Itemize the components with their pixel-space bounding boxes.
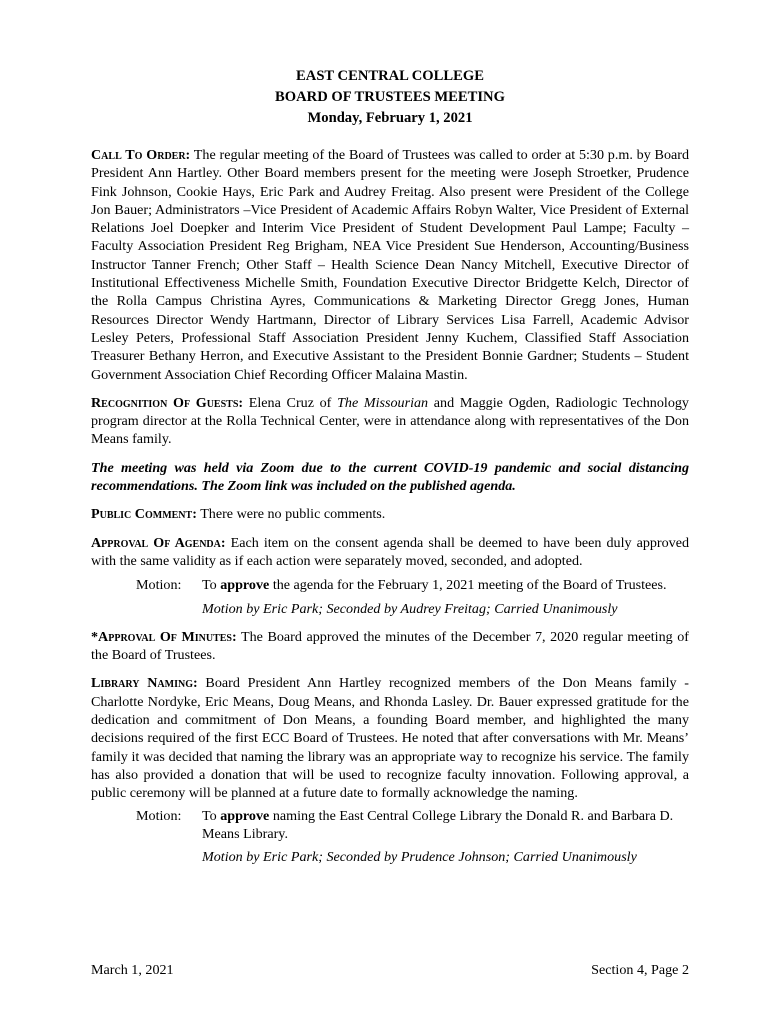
approval-agenda-text: Each item on the consent agenda shall be deemed to have been duly approved with the same validity as if each action were separately moved, seconded, and adopted.: [91, 534, 690, 569]
library-motion-verb: approve: [220, 807, 270, 824]
meeting-date: Monday, February 1, 2021: [307, 110, 473, 126]
public-comment-text: There were no public comments.: [200, 506, 386, 523]
footer-date: March 1, 2021: [91, 962, 174, 978]
agenda-motion-label: Motion:: [136, 577, 182, 594]
agenda-motion-verb: approve: [220, 577, 270, 594]
recognition-text-after: and Maggie Ogden, Radiologic Technology program director at the Rolla Technical Center, were in attendance along with representatives of the Don Means family.: [91, 394, 689, 448]
library-naming-text: Board President Ann Hartley recognized members of the Don Means family - Charlotte Nordyke, Eric Means, Doug Means, and Rhonda Lasley. Dr. Bauer expressed gratitude for the dedication and commitment of Don Means, a founding Board member, and highlighted the many decisions required of the first ECC Board of Trustees. He noted that after conversations with Mr. Means’ family it was decided that naming the library was an appropriate way to recognize his service. The family has also provided a donation that will be used to recognize faculty innovation. Following approval, a public ceremony will be planned at a future date to formally acknowledge the naming.: [91, 675, 689, 802]
agenda-motion-prefix: To: [202, 577, 217, 594]
library-motion-text: [202, 807, 689, 844]
agenda-motion-rest: the agenda for the February 1, 2021 meeting of the Board of Trustees.: [272, 577, 667, 594]
call-to-order-text: The regular meeting of the Board of Trustees was called to order at 5:30 p.m. by Board President Ann Hartley. Other Board members present for the meeting were Joseph Stroetker, Prudence Fink Johnson, Cookie Hays, Eric Park and Audrey Freitag. Also present were President of the College Jon Bauer; Administrators –Vice President of Academic Affairs Robyn Walter, Vice President of External Relations Joel Doepker and Interim Vice President of Student Development Paul Lampe; Faculty – Faculty Association President Reg Brigham, NEA Vice President Sue Henderson, Accounting/Business Instructor Tanner French; Other Staff – Health Science Dean Nancy Mitchell, Executive Director of Institutional Effectiveness Michelle Smith, Foundation Executive Director Bridgette Kelch, Director of the Rolla Campus Christina Ayres, Communications & Marketing Director Gregg Jones, Human Resources Director Wendy Hartmann, Director of Library Services Lisa Farrell, Academic Advisor Lesley Peters, Professional Staff Association President Jenny Kuchem, Classified Staff Association Treasurer Bethany Herron, and Executive Assistant to the President Bonnie Gardner; Students – Student Government Association Chief Recording Officer Malaina Mastin.: [91, 147, 689, 383]
approval-minutes-section: [91, 628, 689, 665]
zoom-note: The meeting was held via Zoom due to the current COVID-19 pandemic and social distancing recommendations. The Zoom link was included on the published agenda.: [91, 459, 689, 495]
library-motion-rest: naming the East Central College Library the Donald R. and Barbara D. Means Library.: [202, 807, 674, 842]
document-header: [91, 66, 689, 129]
call-to-order-section: [91, 146, 689, 384]
library-naming-heading: Library Naming:: [91, 675, 198, 692]
agenda-motion-result: Motion by Eric Park; Seconded by Audrey Freitag; Carried Unanimously: [202, 600, 618, 617]
recognition-heading: Recognition Of Guests:: [91, 394, 244, 411]
library-motion: [136, 807, 689, 844]
page-footer: [91, 962, 689, 979]
public-comment-section: [91, 505, 689, 523]
approval-agenda-heading: Approval Of Agenda:: [91, 534, 226, 551]
approval-minutes-heading: *Approval Of Minutes:: [91, 628, 237, 645]
call-to-order-heading: Call To Order:: [91, 147, 191, 163]
library-motion-result: Motion by Eric Park; Seconded by Prudence Johnson; Carried Unanimously: [202, 849, 637, 866]
agenda-motion: [136, 576, 689, 594]
college-name: EAST CENTRAL COLLEGE: [296, 68, 484, 84]
library-motion-prefix: To: [202, 807, 217, 824]
footer-page-number: Section 4, Page 2: [591, 962, 689, 978]
library-motion-label: Motion:: [136, 807, 182, 824]
agenda-motion-text: [202, 576, 689, 594]
recognition-section: [91, 394, 689, 449]
public-comment-heading: Public Comment:: [91, 506, 197, 523]
approval-minutes-text: The Board approved the minutes of the December 7, 2020 regular meeting of the Board of Trustees.: [91, 628, 689, 664]
document-body: [91, 146, 689, 876]
library-naming-section: [91, 674, 689, 802]
recognition-text-before: Elena Cruz of: [248, 394, 332, 411]
meeting-title: BOARD OF TRUSTEES MEETING: [275, 89, 505, 105]
approval-agenda-section: [91, 534, 689, 571]
publication-name: The Missourian: [337, 394, 429, 411]
